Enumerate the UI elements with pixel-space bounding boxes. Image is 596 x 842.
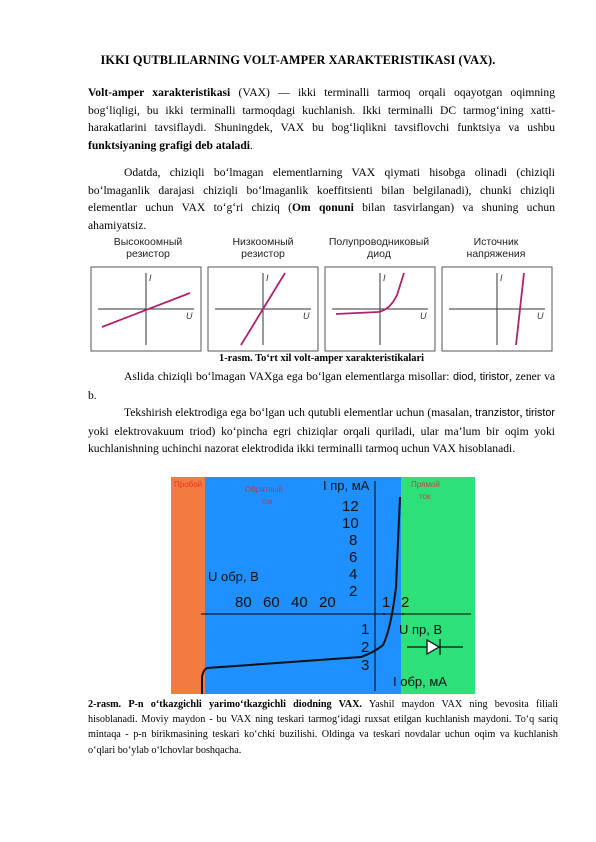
text-span: Tekshirish elektrodiga ega bo‘lgan uch qutubli elementlar uchun (masalan,	[124, 406, 476, 419]
text-span: yoki elektrovakuum triod) ko‘pincha egri chiziqlar orqali quriladi, ular ma’lum bir oqim yoki kuchlanishning uchinchi nazorat elektrodida ikki terminalli tarmoq uchun VAX hisoblanadi.	[88, 424, 555, 456]
text-span: bilan tasvirlangan) va shuning uchun ahamiyatsiz.	[88, 201, 556, 232]
axis-label-u-reverse: U обр, В	[208, 569, 259, 584]
axis-i-label: I	[383, 273, 386, 283]
term-thyristor: tiristor	[525, 407, 556, 419]
label-forward-current: Прямой	[411, 480, 440, 489]
axis-u-label: U	[420, 311, 427, 321]
tick-label-forward-voltage: 2	[401, 594, 410, 611]
text-span: Aslida chiziqli bo‘lmagan VAXga ega bo‘lgan elementlarga misollar:	[124, 370, 453, 383]
term-transistor: tranzistor	[475, 407, 520, 419]
axis-label-i-reverse: I обр, мА	[393, 674, 447, 689]
axis-u-label: U	[186, 311, 193, 321]
label-reverse-current: Обратный	[245, 485, 283, 494]
panel-label-voltage-source: Источник	[473, 236, 519, 248]
tick-label-forward-current: 10	[342, 515, 359, 532]
tick-label-reverse-voltage: 80	[235, 594, 252, 611]
text-span: , zener va b.	[88, 370, 556, 402]
tick-label-reverse-current: 1	[361, 621, 370, 638]
paragraph-nonlinear	[88, 164, 555, 234]
panel-label-diode: Полупроводниковый	[328, 236, 430, 248]
label-breakdown: Пробой	[174, 480, 203, 489]
tick-label-reverse-voltage: 40	[291, 594, 308, 611]
tick-label-reverse-voltage: 60	[263, 594, 280, 611]
text-span: Odatda, chiziqli bo‘lmagan elementlarning VAX qiymati hisobga olinadi (chiziqli bo‘lmaganlik darajasi chiziqli bo‘lmaganlik koeffitsienti bilan belgilanadi), chunki chiziqli elementlar uchun VAX to‘g‘ri chiziq (	[88, 166, 555, 215]
figure1-svg	[88, 235, 558, 353]
figure-diode-vax	[171, 477, 475, 694]
text-span: ,	[473, 370, 480, 383]
tick-label-forward-current: 2	[349, 583, 358, 600]
figure2-caption-text: Yashil maydon VAX ning bevosita filiali hisoblanadi. Moviy maydon - bu VAX ning teskari tarmog‘idagi ruxsat etilgan kuchlanish maydoni. To‘q sariq mintaqa - p-n birikmasining teskari ko‘chki buzilishi. Oldinga va teskari novdalar uchun oqim va kuchlanish o‘qlari bo‘ylab o‘lchovlar boshqacha.	[88, 699, 558, 756]
axis-u-label: U	[537, 311, 544, 321]
term-vax: Volt-amper xarakteristikasi	[88, 86, 231, 99]
figure2-caption	[88, 697, 558, 758]
panel-label-low-resistor: Низкоомный	[232, 236, 294, 248]
label-reverse-current-2: ток	[261, 497, 273, 506]
tick-label-reverse-current: 3	[361, 657, 370, 674]
text-span: .	[250, 138, 253, 152]
axis-u-label: U	[303, 311, 310, 321]
panel-sublabel: диод	[367, 248, 391, 260]
label-forward-current-2: ток	[419, 492, 431, 501]
region-forward	[401, 477, 475, 694]
text-span: ,	[519, 406, 526, 419]
region-breakdown	[171, 477, 205, 694]
term-diode: diod	[452, 371, 474, 383]
paragraph-definition	[88, 84, 555, 154]
tick-label-forward-current: 4	[349, 566, 358, 583]
axis-label-i-forward: I пр, мА	[323, 478, 370, 493]
text-span: (VAX) — ikki terminalli tarmoq orqali oqayotgan oqimning bog‘liqligi, bu ikki terminalli tarmoqdagi kuchlanish. Ikki terminalli DC tarmog‘ining xatti-harakatlarini tavsiflaydi. Shuningdek, VAX bu bog‘liqlikni tavsiflovchi funktsiya va ushbu	[88, 86, 555, 135]
panel-sublabel: резистор	[126, 248, 170, 260]
term-graph: funktsiyaning grafigi deb ataladi	[88, 138, 251, 152]
paragraph-examples	[88, 368, 555, 404]
tick-label-forward-voltage: 1	[382, 594, 391, 611]
panel-label-high-resistor: Высокоомный	[113, 236, 183, 248]
page-title: IKKI QUTBLILARNING VOLT-AMPER XARAKTERISTIKASI (VAX).	[100, 53, 496, 67]
term-thyristor: tiristor	[479, 371, 510, 383]
tick-label-forward-current: 8	[349, 532, 358, 549]
figure-four-vax-types	[88, 235, 558, 353]
axis-i-label: I	[149, 273, 152, 283]
tick-label-reverse-current: 2	[361, 639, 370, 656]
tick-label-forward-current: 12	[342, 498, 359, 515]
axis-i-label: I	[266, 273, 269, 283]
figure2-svg	[171, 477, 475, 694]
tick-label-reverse-voltage: 20	[319, 594, 336, 611]
panel-sublabel: резистор	[241, 248, 285, 260]
axis-i-label: I	[500, 273, 503, 283]
figure1-caption: 1-rasm. To‘rt xil volt-amper xarakteristikalari	[219, 353, 424, 364]
paragraph-three-terminal	[88, 404, 555, 458]
axis-label-u-forward: U пр, В	[399, 622, 443, 637]
panel-sublabel: напряжения	[466, 248, 526, 260]
tick-label-forward-current: 6	[349, 549, 358, 566]
term-ohm-law: Om qonuni	[292, 201, 354, 215]
figure2-caption-title: 2-rasm. P-n o‘tkazgichli yarimo‘tkazgichli diodning VAX.	[88, 699, 362, 710]
